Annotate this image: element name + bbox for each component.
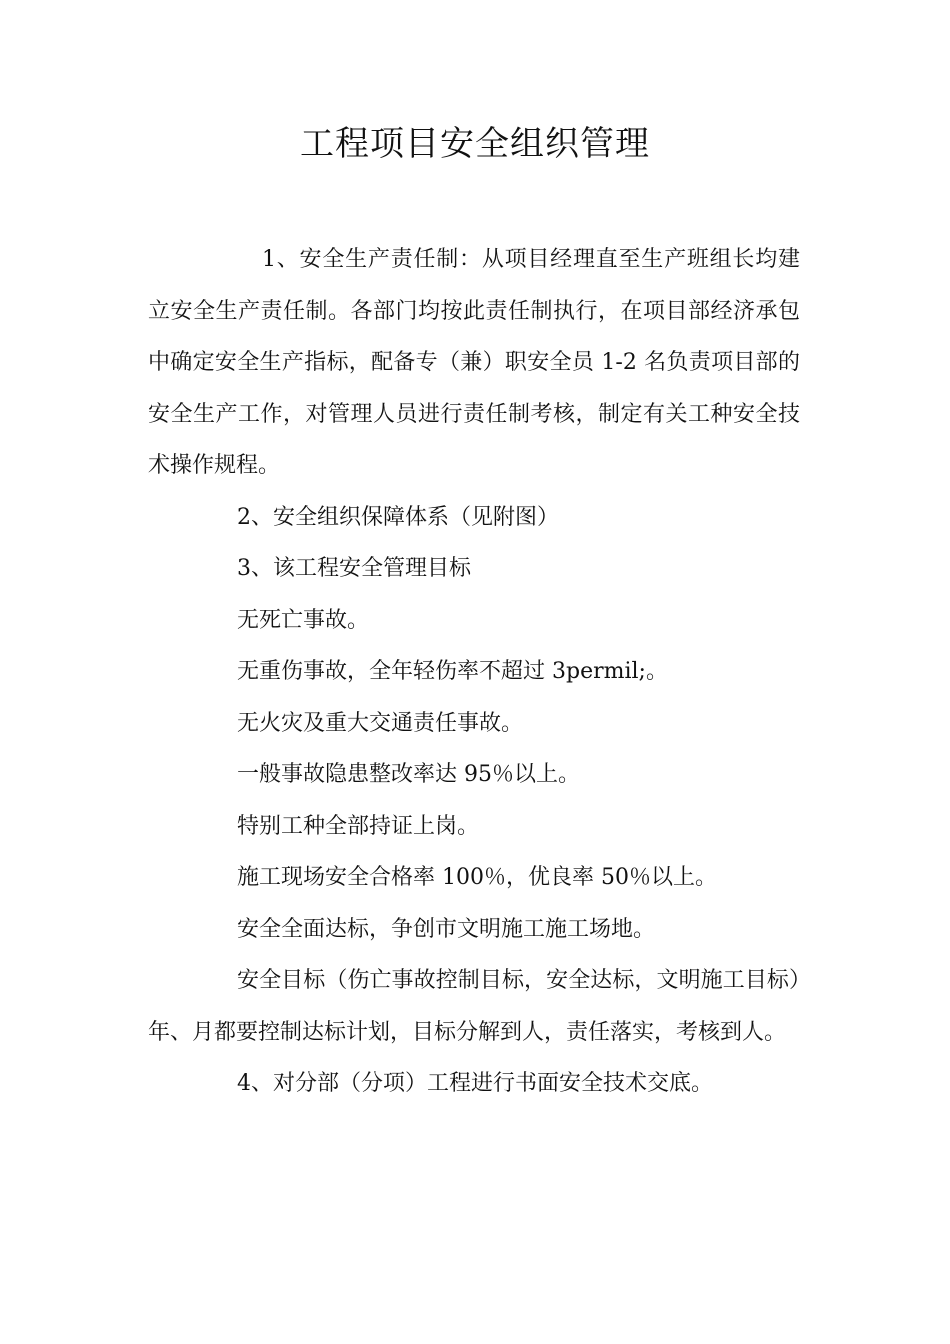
paragraph-goal-breakdown: 安全目标（伤亡事故控制目标，安全达标，文明施工目标）年、月都要控制达标计划，目标分解到人，责任落实，考核到人。 [148, 968, 800, 1045]
goal-item: 施工现场安全合格率 100％，优良率 50％以上。 [237, 865, 717, 890]
document-body [148, 234, 800, 1110]
goal-item: 安全全面达标，争创市文明施工施工场地。 [237, 916, 656, 942]
document-title: 工程项目安全组织管理 [300, 124, 650, 164]
goal-item: 无火灾及重大交通责任事故。 [237, 710, 524, 736]
paragraph-safety-responsibility: 1、安全生产责任制：从项目经理直至生产班组长均建立安全生产责任制。各部门均按此责任制执行，在项目部经济承包中确定安全生产指标，配备专（兼）职安全员 1-2 名负责项目部的安全生产工作，对管理人员进行责任制考核，制定有关工种安全技术操作规程。 [148, 247, 800, 478]
goal-item: 一般事故隐患整改率达 95％以上。 [237, 762, 580, 787]
goal-item: 特别工种全部持证上岗。 [237, 813, 480, 839]
paragraph-technical-briefing: 4、对分部（分项）工程进行书面安全技术交底。 [237, 1071, 713, 1096]
goal-item: 无死亡事故。 [237, 607, 370, 633]
paragraph-safety-goals-heading: 3、该工程安全管理目标 [237, 556, 471, 581]
paragraph-safety-organization: 2、安全组织保障体系（见附图） [237, 504, 559, 530]
goal-item: 无重伤事故，全年轻伤率不超过 3permil;。 [237, 659, 668, 684]
